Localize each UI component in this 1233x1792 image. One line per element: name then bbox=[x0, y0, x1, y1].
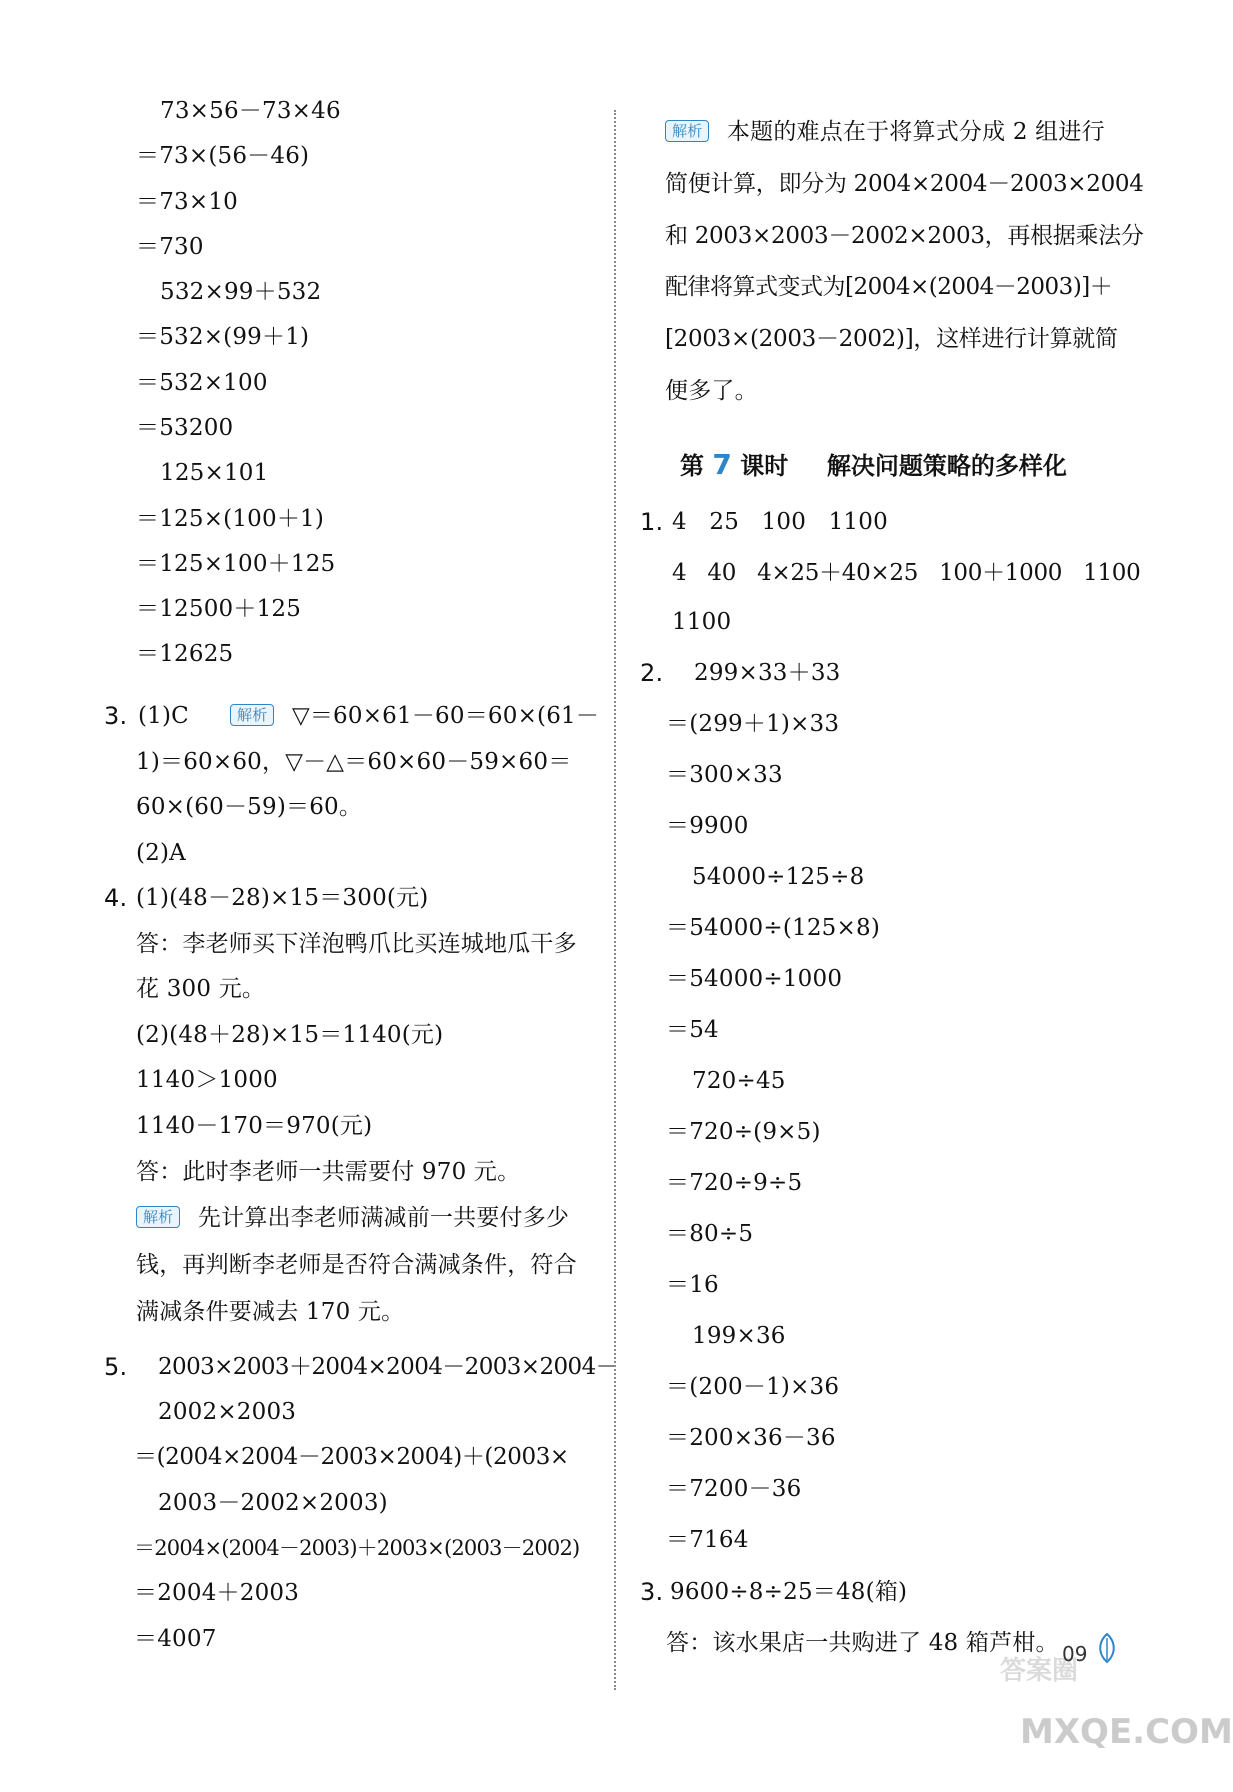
analysis-text: 1)＝60×60，▽－△＝60×60－59×60＝ bbox=[136, 749, 572, 775]
answer-text: 花 300 元。 bbox=[136, 976, 266, 1002]
question-number: 3. bbox=[640, 1578, 664, 1606]
calc-line: ＝200×36－36 bbox=[666, 1425, 836, 1451]
calc-line: 125×101 bbox=[160, 460, 269, 486]
column-divider bbox=[614, 110, 616, 1690]
calc-line: 2003－2002×2003) bbox=[158, 1490, 388, 1516]
calc-line: ＝16 bbox=[666, 1272, 719, 1298]
calc-line: 720÷45 bbox=[692, 1068, 786, 1094]
answer-part bbox=[138, 701, 599, 731]
calc-line: 2002×2003 bbox=[158, 1399, 297, 1425]
answer-text: 4 25 100 1100 bbox=[672, 509, 888, 535]
calc-line: ＝9900 bbox=[666, 813, 749, 839]
answer-text: 答：此时李老师一共需要付 970 元。 bbox=[136, 1159, 521, 1185]
answer-text: 答：该水果店一共购进了 48 箱芦柑。 bbox=[666, 1630, 1059, 1656]
calc-line: ＝(299＋1)×33 bbox=[666, 711, 840, 737]
calc-line: 1140－170＝970(元) bbox=[136, 1113, 373, 1139]
analysis-tag: 解析 bbox=[230, 704, 274, 726]
calc-line: ＝12500＋125 bbox=[136, 596, 302, 622]
calc-line: ＝730 bbox=[136, 234, 204, 260]
analysis-tag: 解析 bbox=[665, 120, 709, 142]
lesson-prefix: 第 bbox=[680, 452, 704, 480]
analysis-text: 满减条件要减去 170 元。 bbox=[136, 1299, 405, 1325]
leaf-icon bbox=[1094, 1632, 1120, 1664]
calc-line: ＝54000÷(125×8) bbox=[666, 915, 880, 941]
analysis-text: 本题的难点在于将算式分成 2 组进行 bbox=[726, 119, 1105, 145]
answer-text: 1100 bbox=[672, 609, 732, 635]
analysis-text: 60×(60－59)＝60。 bbox=[136, 794, 363, 820]
section-heading bbox=[680, 448, 1067, 483]
calc-line: ＝4007 bbox=[134, 1626, 217, 1652]
calc-line: 532×99＋532 bbox=[160, 279, 322, 305]
question-number: 2. bbox=[640, 659, 664, 687]
analysis-text: 配律将算式变式为[2004×(2004－2003)]＋ bbox=[665, 274, 1113, 300]
calc-line: (2)(48＋28)×15＝1140(元) bbox=[136, 1022, 444, 1048]
watermark-url: MXQE.COM bbox=[1020, 1712, 1233, 1752]
calc-line: ＝720÷9÷5 bbox=[666, 1170, 803, 1196]
calc-line: ＝(2004×2004－2003×2004)＋(2003× bbox=[134, 1444, 569, 1470]
calc-line: ＝(200－1)×36 bbox=[666, 1374, 840, 1400]
analysis-block bbox=[136, 1203, 569, 1233]
calc-line: 2003×2003＋2004×2004－2003×2004－ bbox=[158, 1354, 619, 1380]
calc-line: ＝125×(100＋1) bbox=[136, 506, 325, 532]
calc-line: ＝720÷(9×5) bbox=[666, 1119, 821, 1145]
calc-line: ＝300×33 bbox=[666, 762, 783, 788]
calc-line: ＝54000÷1000 bbox=[666, 966, 843, 992]
question-number: 1. bbox=[640, 508, 664, 536]
calc-line: 299×33＋33 bbox=[694, 660, 841, 686]
answer-text: 答：李老师买下洋泡鸭爪比买连城地瓜干多 bbox=[136, 931, 577, 957]
question-number: 3. bbox=[104, 702, 128, 730]
analysis-tag: 解析 bbox=[136, 1206, 180, 1228]
analysis-text: 钱，再判断李老师是否符合满减条件，符合 bbox=[136, 1252, 577, 1278]
calc-line: ＝54 bbox=[666, 1017, 719, 1043]
calc-line: 1140＞1000 bbox=[136, 1067, 278, 1093]
question-number: 5. bbox=[104, 1353, 128, 1381]
calc-line: ＝125×100＋125 bbox=[136, 551, 336, 577]
calc-line: ＝532×100 bbox=[136, 370, 268, 396]
analysis-text: [2003×(2003－2002)]，这样进行计算就简 bbox=[665, 326, 1118, 352]
answer-choice: (1)C bbox=[138, 703, 189, 729]
calc-line: ＝12625 bbox=[136, 641, 234, 667]
calc-line: ＝73×(56－46) bbox=[136, 143, 310, 169]
calc-line: ＝532×(99＋1) bbox=[136, 324, 310, 350]
answer-text: 4 40 4×25＋40×25 100＋1000 1100 bbox=[672, 560, 1141, 586]
calc-line: ＝2004×(2004－2003)＋2003×(2003－2002) bbox=[134, 1536, 580, 1560]
calc-line: ＝53200 bbox=[136, 415, 234, 441]
analysis-block bbox=[665, 117, 1105, 147]
lesson-suffix: 课时 bbox=[740, 452, 789, 480]
answer-choice: (2)A bbox=[136, 840, 186, 866]
calc-line: ＝80÷5 bbox=[666, 1221, 754, 1247]
page-number: 09 bbox=[1062, 1642, 1088, 1666]
calc-line: ＝73×10 bbox=[136, 189, 239, 215]
calc-line: 9600÷8÷25＝48(箱) bbox=[670, 1579, 908, 1605]
watermark: 答案圈 bbox=[1000, 1656, 1079, 1686]
calc-line: 54000÷125÷8 bbox=[692, 864, 865, 890]
lesson-number: 7 bbox=[712, 448, 732, 481]
calc-line: 73×56－73×46 bbox=[160, 98, 341, 124]
calc-line: ＝7164 bbox=[666, 1527, 749, 1553]
section-title: 解决问题策略的多样化 bbox=[826, 452, 1067, 480]
analysis-text: 便多了。 bbox=[665, 378, 758, 404]
calc-line: ＝2004＋2003 bbox=[134, 1580, 300, 1606]
calc-line: ＝7200－36 bbox=[666, 1476, 802, 1502]
analysis-text: 先计算出李老师满减前一共要付多少 bbox=[197, 1205, 570, 1231]
analysis-text: 和 2003×2003－2002×2003，再根据乘法分 bbox=[665, 223, 1144, 249]
calc-line: (1)(48－28)×15＝300(元) bbox=[136, 885, 429, 911]
calc-line: 199×36 bbox=[692, 1323, 786, 1349]
analysis-text: 简便计算，即分为 2004×2004－2003×2004 bbox=[665, 171, 1144, 197]
question-number: 4. bbox=[104, 884, 128, 912]
analysis-text: ▽＝60×61－60＝60×(61－ bbox=[291, 703, 600, 729]
